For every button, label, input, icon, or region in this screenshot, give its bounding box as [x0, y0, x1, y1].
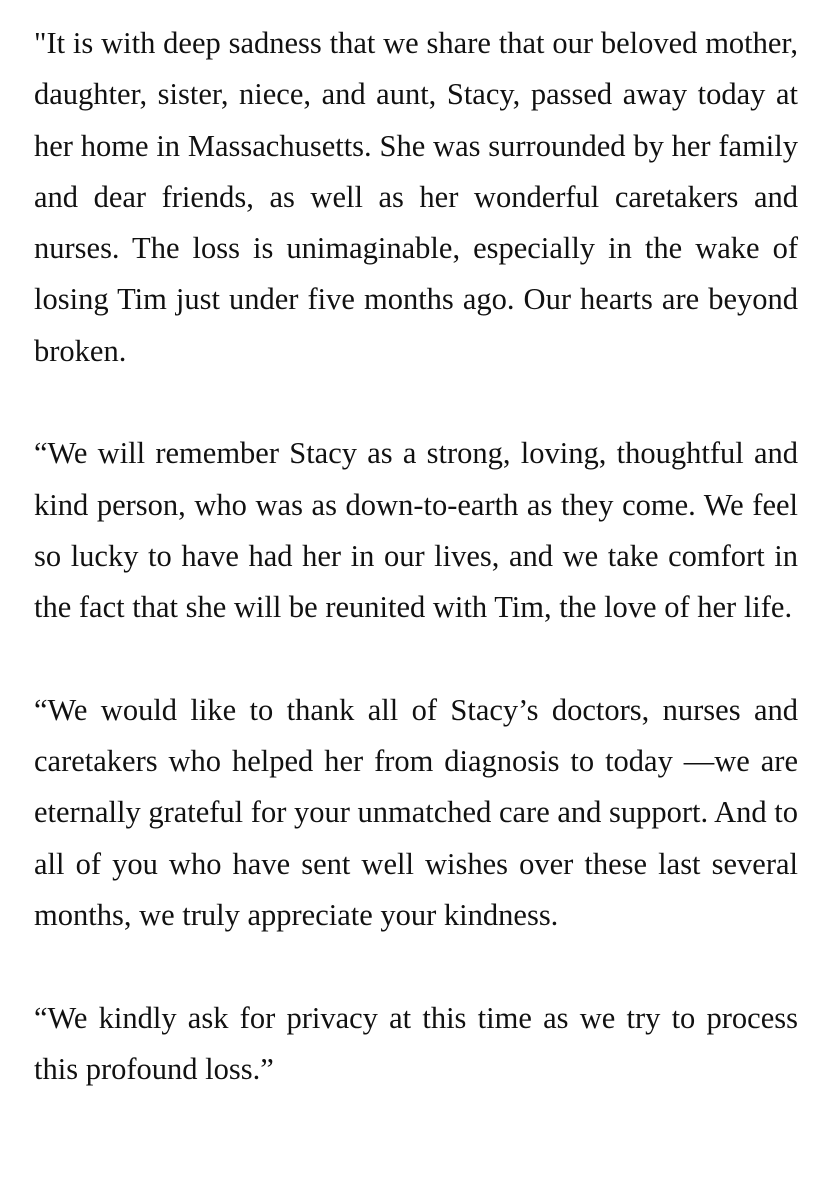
statement-paragraph-1: "It is with deep sadness that we share that our beloved mother, daughter, sister, niece, and aunt, Stacy, passed away today at her home in Massachusetts. She was surrounded by her family and dear friends, as well as her wonderful caretakers and nurses. The loss is unimaginable, especially in the wake of losing Tim just under five months ago. Our hearts are beyond broken.	[34, 26, 798, 368]
statement-paragraph-2: “We will remember Stacy as a strong, loving, thoughtful and kind person, who was as down-to-earth as they come. We feel so lucky to have had her in our lives, and we take comfort in the fact that she will be reunited with Tim, the love of her life.	[34, 436, 798, 625]
statement-paragraph-3: “We would like to thank all of Stacy’s doctors, nurses and caretakers who helped her from diagnosis to today —we are eternally grateful for your unmatched care and support. And to all of you who have sent well wishes over these last several months, we truly appreciate your kindness.	[34, 692, 798, 933]
statement-paragraph-4: “We kindly ask for privacy at this time as we try to process this profound loss.”	[34, 1000, 798, 1086]
